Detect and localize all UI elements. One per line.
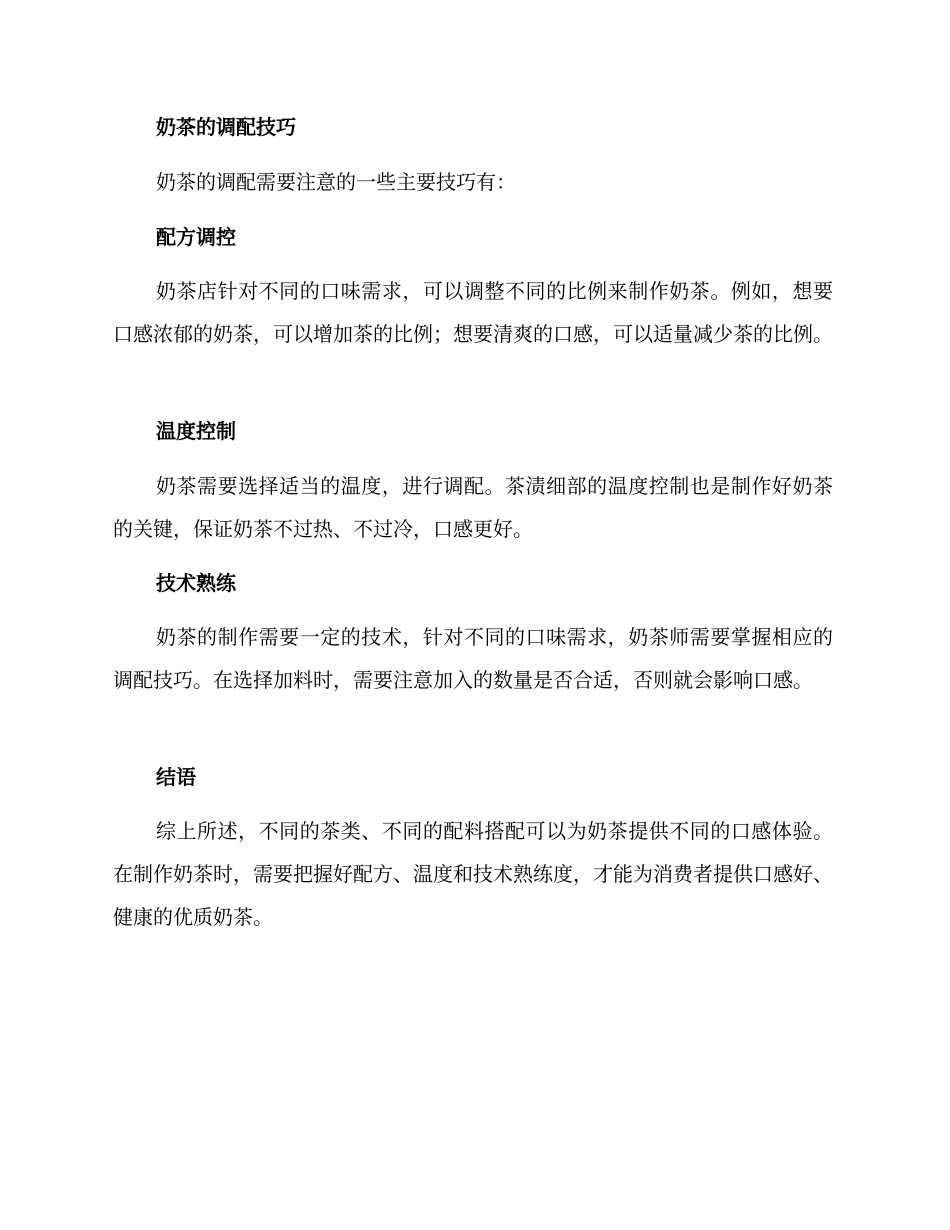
section-body-technique: 奶茶的制作需要一定的技术，针对不同的口味需求，奶茶师需要掌握相应的调配技巧。在选择加料时，需要注意加入的数量是否合适，否则就会影响口感。 [113,625,833,692]
section-heading-formula: 配方调控 [156,225,236,249]
section-body-formula: 奶茶店针对不同的口味需求，可以调整不同的比例来制作奶茶。例如，想要口感浓郁的奶茶，可以增加茶的比例；想要清爽的口感，可以适量减少茶的比例。 [113,279,833,346]
section-body-temperature: 奶茶需要选择适当的温度，进行调配。茶渍细部的温度控制也是制作好奶茶的关键，保证奶茶不过热、不过冷，口感更好。 [113,474,833,541]
section-heading-technique: 技术熟练 [156,571,236,595]
section-heading-temperature: 温度控制 [156,419,236,443]
section-heading-conclusion: 结语 [156,765,196,789]
document-title: 奶茶的调配技巧 [156,115,296,139]
intro-paragraph: 奶茶的调配需要注意的一些主要技巧有： [156,170,516,194]
section-body-conclusion: 综上所述，不同的茶类、不同的配料搭配可以为奶茶提供不同的口感体验。在制作奶茶时，需要把握好配方、温度和技术熟练度，才能为消费者提供口感好、健康的优质奶茶。 [113,819,833,929]
